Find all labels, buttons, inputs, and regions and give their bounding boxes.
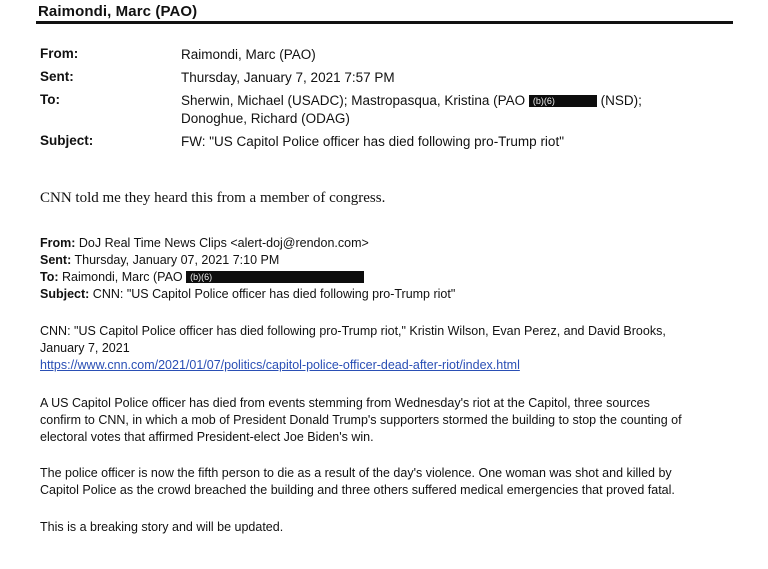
redaction-box: (b)(6) (186, 271, 364, 283)
to-label: To: (40, 92, 60, 107)
to-value-line2: Donoghue, Richard (ODAG) (181, 111, 350, 126)
to-recipients-suffix: (NSD); (600, 93, 642, 108)
article-link[interactable]: https://www.cnn.com/2021/01/07/politics/capitol-police-officer-dead-after-riot/index.html (40, 358, 520, 372)
citation-line-1: CNN: "US Capitol Police officer has died following pro-Trump riot," Kristin Wilson, Evan Perez, and David Brooks, (40, 324, 666, 338)
fwd-from-value: DoJ Real Time News Clips <alert-doj@rendon.com> (78, 236, 369, 250)
sender-name: Raimondi, Marc (PAO) (38, 3, 198, 20)
article-paragraph-2 (40, 465, 740, 499)
from-value: Raimondi, Marc (PAO) (181, 47, 316, 62)
fwd-subject-value: CNN: "US Capitol Police officer has died following pro-Trump riot" (92, 287, 456, 301)
fwd-subject-label: Subject: (40, 287, 90, 301)
fwd-from-line (40, 235, 369, 251)
fwd-sent-label: Sent: (40, 253, 72, 267)
fwd-to-line (40, 269, 364, 285)
sent-value: Thursday, January 7, 2021 7:57 PM (181, 70, 395, 85)
header-divider (36, 21, 733, 24)
fwd-subject-line (40, 286, 455, 302)
fwd-sent-value: Thursday, January 07, 2021 7:10 PM (74, 253, 280, 267)
from-label: From: (40, 46, 79, 61)
fwd-sent-line (40, 252, 279, 268)
to-recipients-text: Sherwin, Michael (USADC); Mastropasqua, Kristina (PAO (181, 93, 526, 108)
to-value-line1 (181, 92, 642, 110)
citation-line-2: January 7, 2021 (40, 341, 130, 355)
fwd-from-label: From: (40, 236, 76, 250)
paragraph-1-line-2: confirm to CNN, in which a mob of President Donald Trump's supporters stormed the building to stop the counting of (40, 413, 682, 427)
subject-label: Subject: (40, 133, 94, 148)
paragraph-2-line-1: The police officer is now the fifth person to die as a result of the day's violence. One woman was shot and killed by (40, 466, 672, 480)
article-citation (40, 323, 740, 374)
fwd-to-label: To: (40, 270, 59, 284)
article-paragraph-3: This is a breaking story and will be updated. (40, 520, 284, 534)
sent-label: Sent: (40, 69, 74, 84)
fwd-to-value: Raimondi, Marc (PAO (62, 270, 183, 284)
paragraph-1-line-3: electoral votes that affirmed President-elect Joe Biden's win. (40, 430, 374, 444)
subject-value: FW: "US Capitol Police officer has died following pro-Trump riot" (181, 134, 564, 149)
redaction-box: (b)(6) (529, 95, 597, 107)
paragraph-1-line-1: A US Capitol Police officer has died from events stemming from Wednesday's riot at the Capitol, three sources (40, 396, 650, 410)
message-note: CNN told me they heard this from a member of congress. (40, 190, 386, 206)
article-paragraph-1 (40, 395, 740, 446)
paragraph-2-line-2: Capitol Police as the crowd breached the building and three others suffered medical emergencies that proved fatal. (40, 483, 675, 497)
